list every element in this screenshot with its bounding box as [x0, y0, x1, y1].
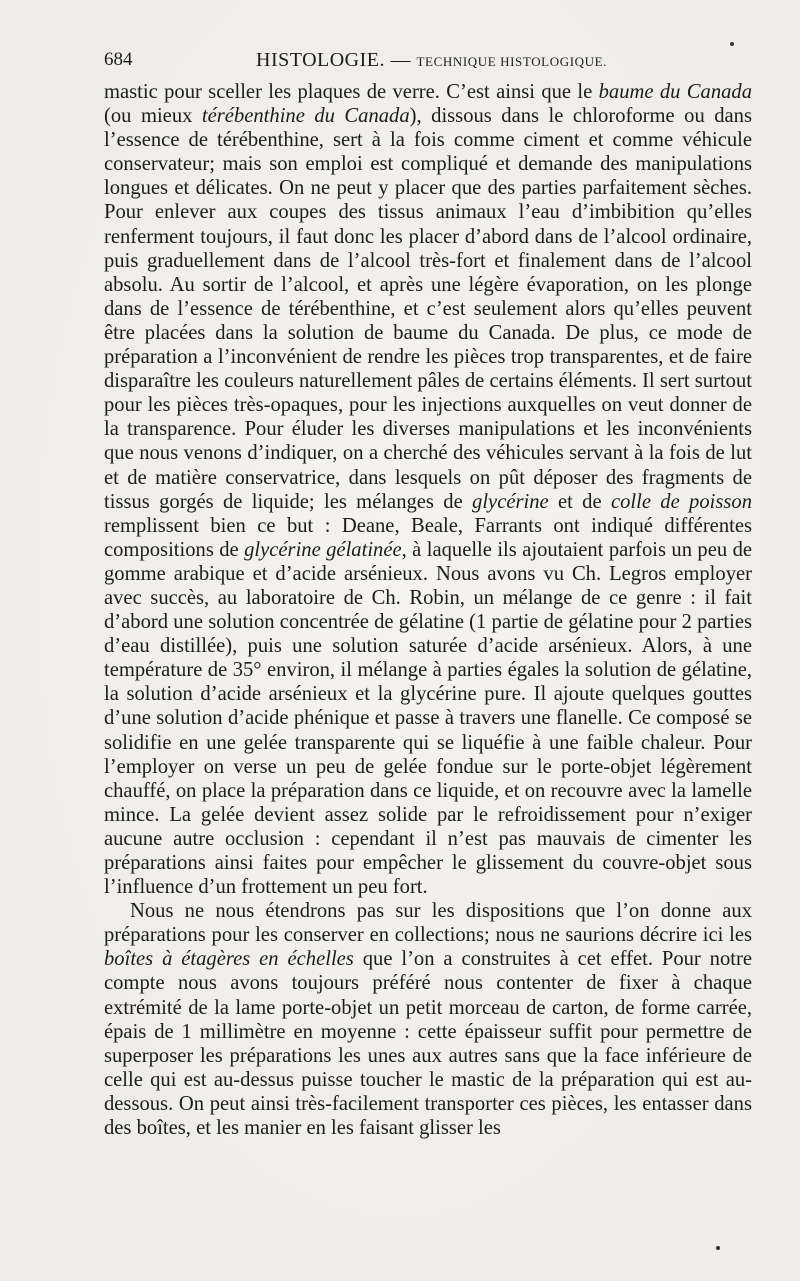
- running-title-subtitle: TECHNIQUE HISTOLOGIQUE.: [416, 54, 607, 69]
- body-text: [104, 80, 752, 1140]
- italic-term: térébenthine du Canada: [201, 105, 410, 128]
- ink-speck: [730, 42, 734, 46]
- ink-speck: [716, 1246, 720, 1250]
- text-run: , à laquelle ils ajoutaient parfois un peu de gomme arabique et d’acide arsénieux. Nous avons vu Ch. Legros employer avec succès, au laboratoire de Ch. Robin, un mélange de ce genre : il fait d’abord une solution concentrée de gélatine (1 partie de gélatine pour 2 parties d’eau distillée), puis une solution saturée d’acide arsénieux. Alors, à une température de 35° environ, il mélange à parties égales la solution de gélatine, la solution d’acide arsénieux et la glycérine pure. Il ajoute quelques gouttes d’une solution d’acide phénique et passe à travers une flanelle. Ce composé se solidifie en une gelée transparente qui se liquéfie à une faible chaleur. Pour l’employer on verse un peu de gelée fondue sur le porte-objet légèrement chauffé, on place la préparation dans ce liquide, et on recouvre avec la lamelle mince. La gelée devient assez solide par le refroidissement pour n’exiger aucune autre occlusion : cependant il n’est pas mauvais de cimenter les préparations ainsi faites pour empêcher le glissement du couvre-objet sous l’influence d’un frottement un peu fort.: [104, 538, 753, 899]
- italic-term: glycérine: [472, 490, 549, 513]
- running-title-dash: —: [390, 49, 412, 71]
- italic-term: boîtes à étagères en échelles: [104, 948, 354, 971]
- text-run: que l’on a construites à cet effet. Pour notre compte nous avons toujours préféré nous contenter de fixer à chaque extrémité de la lame porte-objet un petit morceau de carton, de forme carrée, épais de 1 millimètre en moyenne : cette épaisseur suffit pour permettre de superposer les préparations les unes aux autres sans que la face inférieure de celle qui est au-dessus puisse toucher le mastic de la préparation qui est au-dessous. On peut ainsi très-facilement transporter ces pièces, les entasser dans des boîtes, et les manier en les faisant glisser les: [104, 948, 752, 1140]
- italic-term: colle de poisson: [610, 490, 752, 513]
- text-run: mastic pour sceller les plaques de verre. C’est ainsi que le: [104, 81, 599, 103]
- italic-term: glycérine gélatinée: [244, 538, 402, 561]
- page-header: [104, 44, 752, 76]
- text-run: remplissent bien ce but : Deane, Beale, Farrants ont indiqué différentes compositions de: [104, 514, 752, 561]
- text-run: ), dissous dans le chloroforme ou dans l’essence de térébenthine, sert à la fois comme ciment et comme véhicule conservateur; mais son emploi est compliqué et demande des manipulations longues et délicates. On ne peut y placer que des parties parfaitement sèches. Pour enlever aux coupes des tissus animaux l’eau d’imbibition qu’elles renferment toujours, il faut donc les placer d’abord dans de l’alcool ordinaire, puis graduellement dans de l’alcool très-fort et finalement dans de l’alcool absolu. Au sortir de l’alcool, et après une légère évaporation, on les plonge dans de l’essence de térébenthine, et c’est seulement alors qu’elles peuvent être placées dans la solution de baume du Canada. De plus, ce mode de préparation a l’inconvénient de rendre les pièces trop transparentes, et de faire disparaître les couleurs naturellement pâles de certains éléments. Il sert surtout pour les pièces très-opaques, pour les injections auxquelles on veut donner de la transparence. Pour éluder les diverses manipulations et les inconvénients que nous venons d’indiquer, on a cherché des véhicules servant à la fois de lut et de matière conservatrice, dans lesquels on pût déposer des fragments de tissus gorgés de liquide; les mélanges de: [104, 105, 752, 513]
- running-title: [256, 44, 607, 78]
- running-title-main: HISTOLOGIE.: [256, 49, 386, 71]
- text-run: Nous ne nous étendrons pas sur les dispositions que l’on donne aux préparations pour les conserver en collections; nous ne saurions décrire ici les: [104, 900, 752, 947]
- paragraph-2: [104, 899, 752, 1140]
- page-number: 684: [104, 49, 133, 70]
- text-run: (ou mieux: [104, 105, 202, 128]
- paragraph-1: [104, 80, 752, 899]
- text-run: et de: [548, 490, 611, 513]
- italic-term: baume du Canada: [598, 81, 753, 103]
